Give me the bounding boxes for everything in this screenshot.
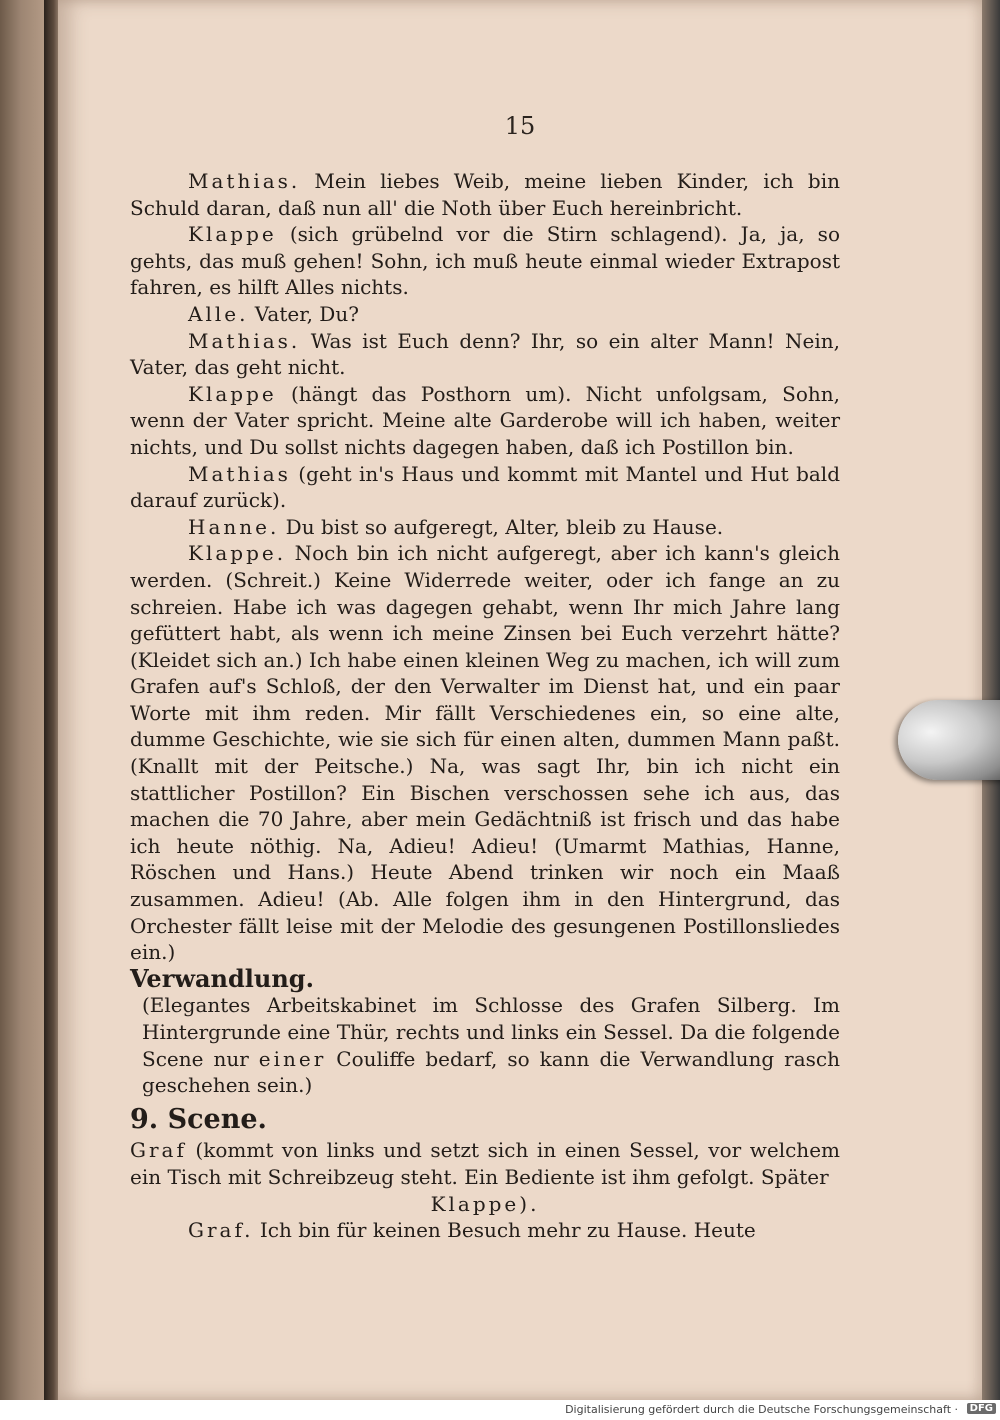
paragraph-text: (hängt das Posthorn um). Nicht unfolgsam, Sohn, wenn der Vater spricht. Meine alte Garderobe will ich haben, weiter nichts, und Du sollst nichts dagegen haben, daß ich Postillon bin. [130,381,840,459]
dfg-logo-icon: DFG [967,1403,996,1414]
scene-direction-end [130,1191,840,1218]
paragraph-text: Vater, Du? [248,301,359,326]
paragraph-text: (geht in's Haus und kommt mit Mantel und Hut bald darauf zurück). [130,461,840,513]
paragraph-text: Du bist so aufgeregt, Alter, bleib zu Hause. [279,514,724,539]
speaker-name: Klappe). [430,1191,540,1216]
transformation-heading: Verwandlung. [130,963,314,993]
facing-page-edge [0,0,46,1400]
speaker-name: Mathias. [188,169,301,193]
paragraph-text: Ich bin für keinen Besuch mehr zu Hause. Heute [253,1218,756,1243]
page-clip-holder [898,700,1000,780]
paragraph-text: Noch bin ich nicht aufgeregt, aber ich kann's gleich werden. (Schreit.) Keine Widerrede weiter, oder ich fange an zu schreien. Habe ich was dagegen gehabt, wenn Ihr mich Jahre lang gefüttert habt, als wenn ich meine Zinsen bei Euch verzehrt hätte? (Kleidet sich an.) Ich habe einen kleinen Weg zu machen, ich will zum Grafen auf's Schloß, der den Verwalter im Dienst hat, und ein paar Worte mit ihm reden. Mir fällt Verschiedenes ein, so eine alte, dumme Geschichte, wie sie sich für einen alten, dummen Mann paßt. (Knallt mit der Peitsche.) Na, was sagt Ihr, bin ich nicht ein stattlicher Postillon? Ein Bischen verschossen sehe ich aus, das machen die 70 Jahre, aber mein Gedächtniß ist frisch und das habe ich heute nöthig. Na, Adieu! Adieu! (Umarmt Mathias, Hanne, Röschen und Hans.) Heute Abend trinken wir noch ein Maaß zusammen. Adieu! (Ab. Alle folgen ihm in den Hintergrund, das Orchester fällt leise mit der Melodie des gesungenen Postillonsliedes ein.) [130,541,840,965]
speaker-name: Mathias. [188,328,301,353]
speaker-name: Graf. [188,1218,254,1243]
speaker-name: Klappe [188,222,277,247]
paragraph [130,381,840,461]
paragraph [130,168,840,221]
paragraph-text: Mein liebes Weib, meine lieben Kinder, ich bin Schuld daran, daß nun all' die Noth über Euch hereinbricht. [130,169,840,220]
stage-direction-text: Couliffe bedarf, so kann die Verwandlung rasch geschehen sein.) [142,1046,840,1098]
speaker-name: Hanne. [188,514,280,539]
speaker-name: Alle. [188,301,249,326]
speaker-name: Klappe. [188,541,287,566]
scene-direction [130,1137,840,1190]
footer-credit: Digitalisierung gefördert durch die Deutsche Forschungsgemeinschaft · [565,1403,958,1416]
paragraph [130,1217,840,1244]
paragraph [130,328,840,381]
paragraph [130,301,840,328]
scene-heading: 9. Scene. [130,1103,267,1135]
footer-bar [0,1400,1000,1420]
speaker-name: Mathias [188,461,291,486]
book-page [58,0,982,1400]
paragraph [130,514,840,541]
scene-direction-text: (kommt von links und setzt sich in einen Sessel, vor welchem ein Tisch mit Schreibzeug steht. Ein Bediente ist ihm gefolgt. Später [130,1138,840,1189]
paragraph [130,461,840,514]
page-number: 15 [504,112,536,140]
stage-direction-text: (Elegantes Arbeitskabinet im Schlosse des Grafen Silberg. Im Hintergrunde eine Thür, rechts und links ein Sessel. Da die folgende Scene nur [142,993,840,1071]
page-text [130,168,840,1244]
transformation-stage-direction [130,992,840,1098]
paragraph [130,221,840,301]
speaker-name: Graf [130,1138,187,1163]
stage-direction-emphasis: einer [258,1046,327,1071]
speaker-name: Klappe [188,381,277,406]
paragraph [130,540,840,966]
paragraph-text: Was ist Euch denn? Ihr, so ein alter Mann! Nein, Vater, das geht nicht. [130,328,840,380]
paragraph-text: (sich grübelnd vor die Stirn schlagend). Ja, ja, so gehts, das muß gehen! Sohn, ich muß heute einmal wieder Extrapost fahren, es hilft Alles nichts. [130,222,840,300]
